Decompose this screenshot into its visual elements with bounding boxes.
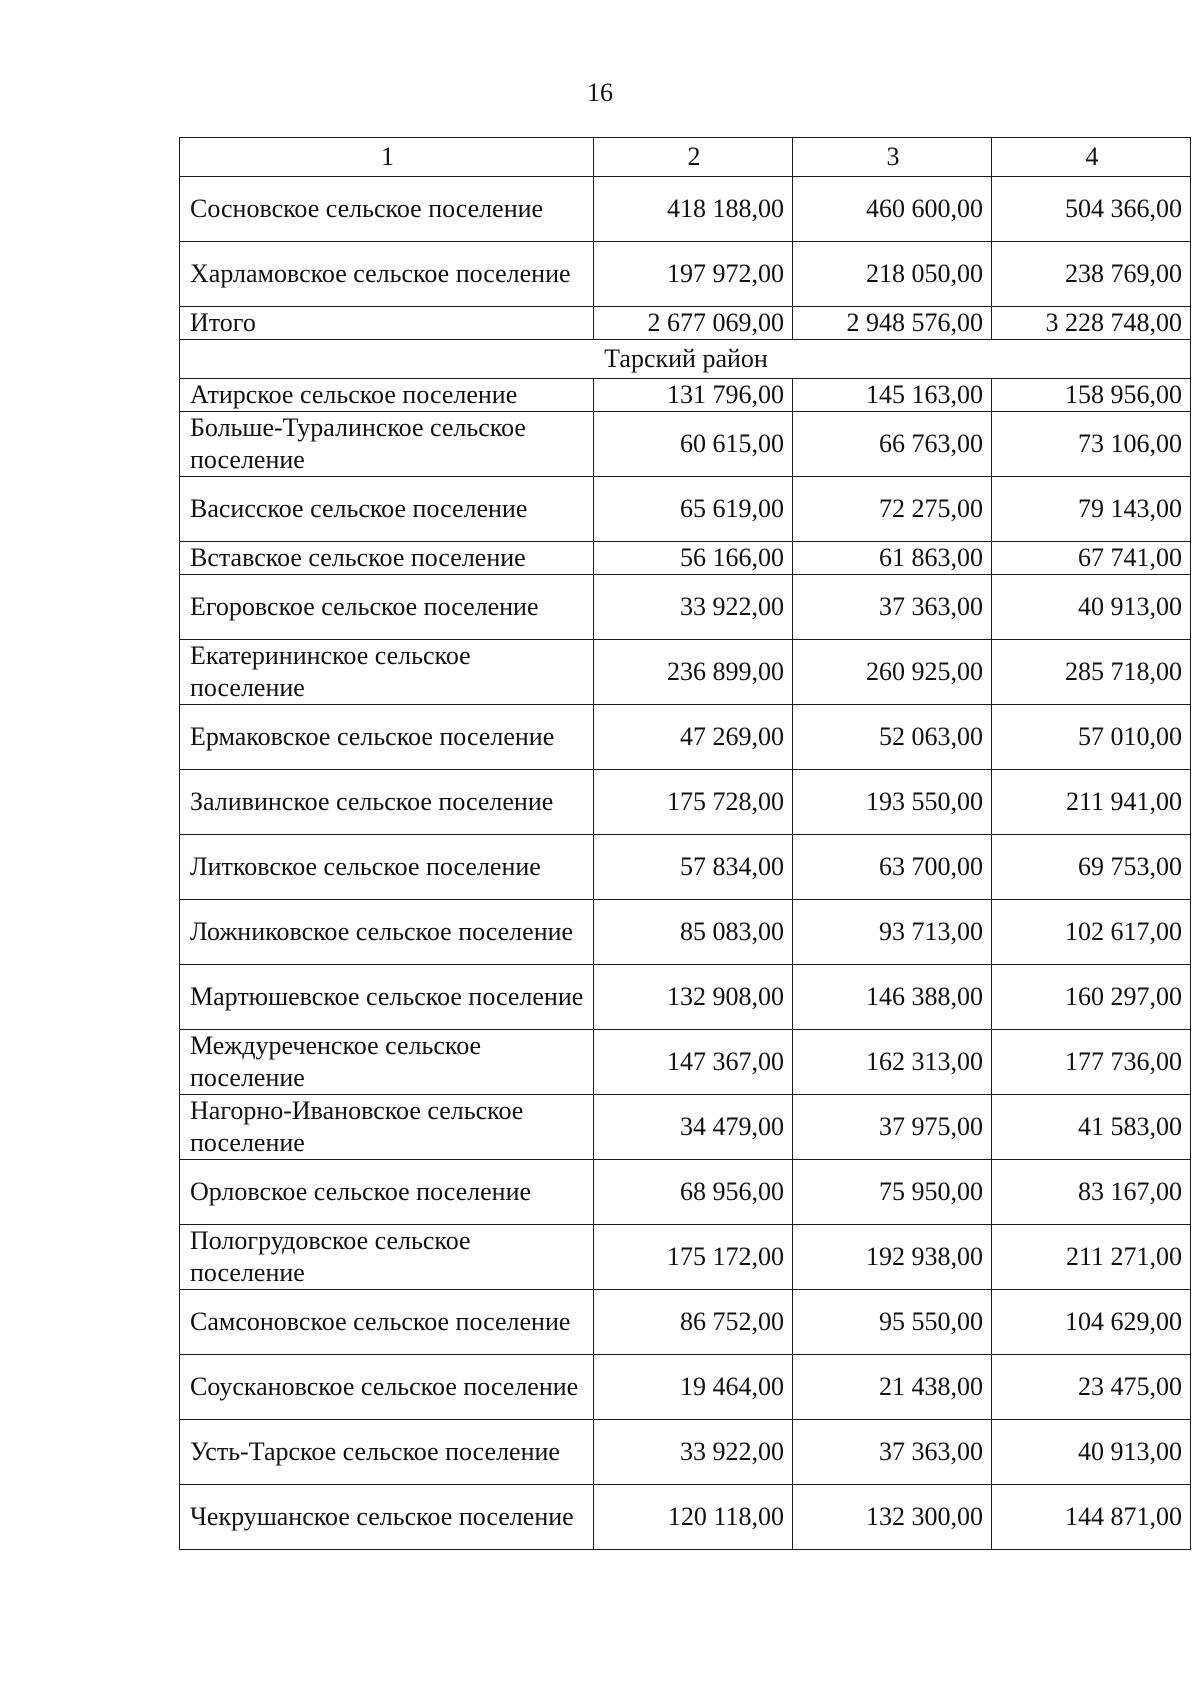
value-cell-col-4: 83 167,00 [991,1160,1190,1225]
column-header-3: 3 [792,138,991,177]
value-cell-col-2: 60 615,00 [593,412,792,477]
section-title: Тарский район [180,340,1191,379]
table-row [180,900,1191,965]
value-cell-col-3: 132 300,00 [792,1485,991,1550]
value-cell-col-2: 19 464,00 [593,1355,792,1420]
settlement-name-cell: Вставское сельское поселение [180,542,594,575]
value-cell-col-2: 33 922,00 [593,1420,792,1485]
value-cell-col-2: 65 619,00 [593,477,792,542]
settlement-name-cell: Заливинское сельское поселение [180,770,594,835]
settlement-name-cell: Междуреченское сельское поселение [180,1030,594,1095]
value-cell-col-3: 95 550,00 [792,1290,991,1355]
table-body [180,177,1191,1550]
column-header-1: 1 [180,138,594,177]
value-cell-col-2: 236 899,00 [593,640,792,705]
value-cell-col-4: 40 913,00 [991,1420,1190,1485]
value-cell-col-3: 146 388,00 [792,965,991,1030]
value-cell-col-4: 79 143,00 [991,477,1190,542]
table-row [180,242,1191,307]
value-cell-col-2: 132 908,00 [593,965,792,1030]
table-row [180,1225,1191,1290]
table-row [180,1030,1191,1095]
section-header-row [180,340,1191,379]
table-row [180,1420,1191,1485]
settlement-name-cell: Соускановское сельское поселение [180,1355,594,1420]
value-cell-col-4: 73 106,00 [991,412,1190,477]
table-row [180,835,1191,900]
settlement-name-cell: Егоровское сельское поселение [180,575,594,640]
settlement-name-cell: Чекрушанское сельское поселение [180,1485,594,1550]
value-cell-col-2: 175 172,00 [593,1225,792,1290]
settlement-name-cell: Харламовское сельское поселение [180,242,594,307]
value-cell-col-4: 3 228 748,00 [991,307,1190,340]
value-cell-col-2: 68 956,00 [593,1160,792,1225]
settlement-name-cell: Итого [180,307,594,340]
value-cell-col-3: 75 950,00 [792,1160,991,1225]
value-cell-col-4: 57 010,00 [991,705,1190,770]
table-row [180,1485,1191,1550]
value-cell-col-2: 147 367,00 [593,1030,792,1095]
value-cell-col-2: 34 479,00 [593,1095,792,1160]
value-cell-col-3: 193 550,00 [792,770,991,835]
settlement-name-cell: Орловское сельское поселение [180,1160,594,1225]
value-cell-col-2: 56 166,00 [593,542,792,575]
table-header-row [180,138,1191,177]
value-cell-col-4: 69 753,00 [991,835,1190,900]
value-cell-col-2: 47 269,00 [593,705,792,770]
value-cell-col-3: 72 275,00 [792,477,991,542]
value-cell-col-4: 23 475,00 [991,1355,1190,1420]
value-cell-col-2: 57 834,00 [593,835,792,900]
value-cell-col-3: 52 063,00 [792,705,991,770]
value-cell-col-3: 260 925,00 [792,640,991,705]
value-cell-col-4: 177 736,00 [991,1030,1190,1095]
column-header-4: 4 [991,138,1190,177]
page-number: 16 [587,78,613,107]
value-cell-col-4: 158 956,00 [991,379,1190,412]
value-cell-col-2: 86 752,00 [593,1290,792,1355]
value-cell-col-3: 162 313,00 [792,1030,991,1095]
value-cell-col-4: 160 297,00 [991,965,1190,1030]
value-cell-col-4: 102 617,00 [991,900,1190,965]
column-header-2: 2 [593,138,792,177]
value-cell-col-4: 104 629,00 [991,1290,1190,1355]
table-row [180,177,1191,242]
settlement-name-cell: Нагорно-Ивановское сельское поселение [180,1095,594,1160]
settlements-table [179,137,1191,1550]
value-cell-col-2: 85 083,00 [593,900,792,965]
value-cell-col-4: 285 718,00 [991,640,1190,705]
value-cell-col-3: 192 938,00 [792,1225,991,1290]
value-cell-col-3: 37 975,00 [792,1095,991,1160]
settlement-name-cell: Пологрудовское сельское поселение [180,1225,594,1290]
value-cell-col-4: 504 366,00 [991,177,1190,242]
value-cell-col-3: 21 438,00 [792,1355,991,1420]
value-cell-col-2: 33 922,00 [593,575,792,640]
value-cell-col-3: 37 363,00 [792,1420,991,1485]
settlement-name-cell: Ложниковское сельское поселение [180,900,594,965]
value-cell-col-3: 460 600,00 [792,177,991,242]
settlement-name-cell: Усть-Тарское сельское поселение [180,1420,594,1485]
settlement-name-cell: Сосновское сельское поселение [180,177,594,242]
value-cell-col-3: 37 363,00 [792,575,991,640]
value-cell-col-3: 63 700,00 [792,835,991,900]
settlement-name-cell: Атирское сельское поселение [180,379,594,412]
settlement-name-cell: Мартюшевское сельское поселение [180,965,594,1030]
settlement-name-cell: Самсоновское сельское поселение [180,1290,594,1355]
value-cell-col-4: 144 871,00 [991,1485,1190,1550]
settlement-name-cell: Литковское сельское поселение [180,835,594,900]
settlement-name-cell: Больше-Туралинское сельское поселение [180,412,594,477]
value-cell-col-4: 211 941,00 [991,770,1190,835]
table-row [180,640,1191,705]
value-cell-col-3: 66 763,00 [792,412,991,477]
value-cell-col-4: 41 583,00 [991,1095,1190,1160]
table-row [180,1355,1191,1420]
table-row [180,542,1191,575]
settlement-name-cell: Ермаковское сельское поселение [180,705,594,770]
table-row [180,1095,1191,1160]
settlement-name-cell: Васисское сельское поселение [180,477,594,542]
value-cell-col-3: 2 948 576,00 [792,307,991,340]
table-row [180,575,1191,640]
table-row [180,705,1191,770]
table-row [180,412,1191,477]
value-cell-col-3: 93 713,00 [792,900,991,965]
value-cell-col-4: 238 769,00 [991,242,1190,307]
value-cell-col-2: 418 188,00 [593,177,792,242]
value-cell-col-2: 131 796,00 [593,379,792,412]
value-cell-col-2: 2 677 069,00 [593,307,792,340]
table-row [180,770,1191,835]
settlement-name-cell: Екатерининское сельское поселение [180,640,594,705]
value-cell-col-4: 211 271,00 [991,1225,1190,1290]
value-cell-col-3: 61 863,00 [792,542,991,575]
table-row [180,307,1191,340]
value-cell-col-3: 218 050,00 [792,242,991,307]
value-cell-col-4: 40 913,00 [991,575,1190,640]
value-cell-col-4: 67 741,00 [991,542,1190,575]
table-row [180,1160,1191,1225]
value-cell-col-2: 175 728,00 [593,770,792,835]
table-row [180,477,1191,542]
value-cell-col-2: 197 972,00 [593,242,792,307]
value-cell-col-2: 120 118,00 [593,1485,792,1550]
value-cell-col-3: 145 163,00 [792,379,991,412]
table-row [180,965,1191,1030]
table-row [180,379,1191,412]
table-row [180,1290,1191,1355]
